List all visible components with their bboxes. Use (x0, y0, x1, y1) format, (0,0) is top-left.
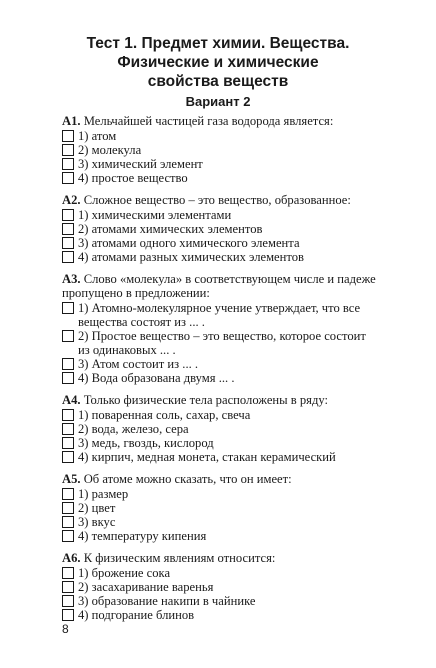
answer-option (62, 236, 376, 250)
answer-option (62, 371, 376, 385)
answer-option-label: 3) вкус (78, 515, 116, 529)
title-line: Физические и химические (117, 54, 319, 71)
answer-option-label: 2) цвет (78, 501, 116, 515)
answer-option-label: 1) брожение сока (78, 566, 171, 580)
answer-option-label: 4) температуру кипения (78, 529, 207, 543)
answer-option-label: 4) атомами разных химических элементов (78, 250, 304, 264)
question-number: А2. (62, 193, 81, 207)
question-block (62, 193, 376, 264)
question-prompt: Слово «молекула» в соответствующем числе и падеже пропущено в предложении: (62, 272, 376, 300)
question-text (62, 393, 376, 407)
answer-option-label: 2) Простое вещество – это вещество, которое состоит из одинаковых ... . (78, 329, 366, 357)
answer-checkbox[interactable] (62, 609, 74, 621)
answer-option-label: 2) засахаривание варенья (78, 580, 214, 594)
answer-option (62, 222, 376, 236)
answer-checkbox[interactable] (62, 330, 74, 342)
answer-option (62, 408, 376, 422)
answer-option (62, 157, 376, 171)
answer-option-label: 2) атомами химических элементов (78, 222, 263, 236)
answer-option-label: 1) поваренная соль, сахар, свеча (78, 408, 251, 422)
answer-option (62, 422, 376, 436)
answer-checkbox[interactable] (62, 237, 74, 249)
question-text (62, 193, 376, 207)
answer-option (62, 608, 376, 622)
answer-option-label: 1) химическими элементами (78, 208, 232, 222)
question-prompt: К физическим явлениям относится: (83, 551, 276, 565)
question-block (62, 114, 376, 185)
question-block (62, 472, 376, 543)
answer-checkbox[interactable] (62, 502, 74, 514)
answer-checkbox[interactable] (62, 423, 74, 435)
answer-checkbox[interactable] (62, 409, 74, 421)
answer-checkbox[interactable] (62, 223, 74, 235)
answer-checkbox[interactable] (62, 158, 74, 170)
answer-option-label: 3) медь, гвоздь, кислород (78, 436, 214, 450)
answer-option-label: 4) подгорание блинов (78, 608, 195, 622)
answer-option (62, 357, 376, 371)
answer-option (62, 594, 376, 608)
answer-checkbox[interactable] (62, 302, 74, 314)
test-title (30, 34, 406, 91)
title-line: свойства веществ (147, 73, 289, 90)
answer-option-label: 3) химический элемент (78, 157, 203, 171)
answer-option-label: 3) образование накипи в чайнике (78, 594, 256, 608)
answer-option (62, 529, 376, 543)
answer-checkbox[interactable] (62, 530, 74, 542)
answer-option-label: 1) размер (78, 487, 129, 501)
answer-option (62, 436, 376, 450)
answer-checkbox[interactable] (62, 581, 74, 593)
title-line: Тест 1. Предмет химии. Вещества. (86, 35, 350, 52)
answer-option (62, 566, 376, 580)
question-text (62, 472, 376, 486)
answer-checkbox[interactable] (62, 451, 74, 463)
answer-option (62, 487, 376, 501)
answer-option (62, 580, 376, 594)
question-number: А4. (62, 393, 81, 407)
answer-option-label: 1) Атомно-молекулярное учение утверждает, что все вещества состоят из ... . (78, 301, 361, 329)
answer-checkbox[interactable] (62, 144, 74, 156)
question-prompt: Сложное вещество – это вещество, образованное: (83, 193, 351, 207)
answer-option-label: 2) вода, железо, сера (78, 422, 189, 436)
question-number: А5. (62, 472, 81, 486)
question-number: А3. (62, 272, 81, 286)
answer-checkbox[interactable] (62, 516, 74, 528)
answer-checkbox[interactable] (62, 595, 74, 607)
question-text (62, 551, 376, 565)
question-number: А6. (62, 551, 81, 565)
answer-checkbox[interactable] (62, 209, 74, 221)
question-block (62, 551, 376, 622)
answer-option-label: 4) простое вещество (78, 171, 188, 185)
answer-option-label: 4) кирпич, медная монета, стакан керамический (78, 450, 336, 464)
answer-option (62, 171, 376, 185)
question-prompt: Об атоме можно сказать, что он имеет: (83, 472, 292, 486)
answer-option (62, 515, 376, 529)
question-prompt: Мельчайшей частицей газа водорода является: (83, 114, 334, 128)
answer-option (62, 129, 376, 143)
answer-option (62, 208, 376, 222)
answer-checkbox[interactable] (62, 251, 74, 263)
answer-checkbox[interactable] (62, 567, 74, 579)
answer-option (62, 329, 376, 357)
answer-checkbox[interactable] (62, 172, 74, 184)
answer-checkbox[interactable] (62, 372, 74, 384)
question-text (62, 114, 376, 128)
answer-checkbox[interactable] (62, 488, 74, 500)
answer-option-label: 3) атомами одного химического элемента (78, 236, 300, 250)
answer-option (62, 143, 376, 157)
question-block (62, 272, 376, 385)
answer-option (62, 501, 376, 515)
answer-option-label: 1) атом (78, 129, 117, 143)
answer-checkbox[interactable] (62, 437, 74, 449)
answer-option (62, 250, 376, 264)
question-text (62, 272, 376, 300)
question-number: А1. (62, 114, 81, 128)
answer-option-label: 2) молекула (78, 143, 142, 157)
answer-option-label: 4) Вода образована двумя ... . (78, 371, 235, 385)
answer-checkbox[interactable] (62, 130, 74, 142)
question-prompt: Только физические тела расположены в ряду: (83, 393, 328, 407)
answer-checkbox[interactable] (62, 358, 74, 370)
page-number: 8 (62, 622, 69, 636)
question-list (62, 114, 376, 630)
answer-option-label: 3) Атом состоит из ... . (78, 357, 199, 371)
answer-option (62, 301, 376, 329)
question-block (62, 393, 376, 464)
variant-label: Вариант 2 (185, 94, 251, 109)
answer-option (62, 450, 376, 464)
